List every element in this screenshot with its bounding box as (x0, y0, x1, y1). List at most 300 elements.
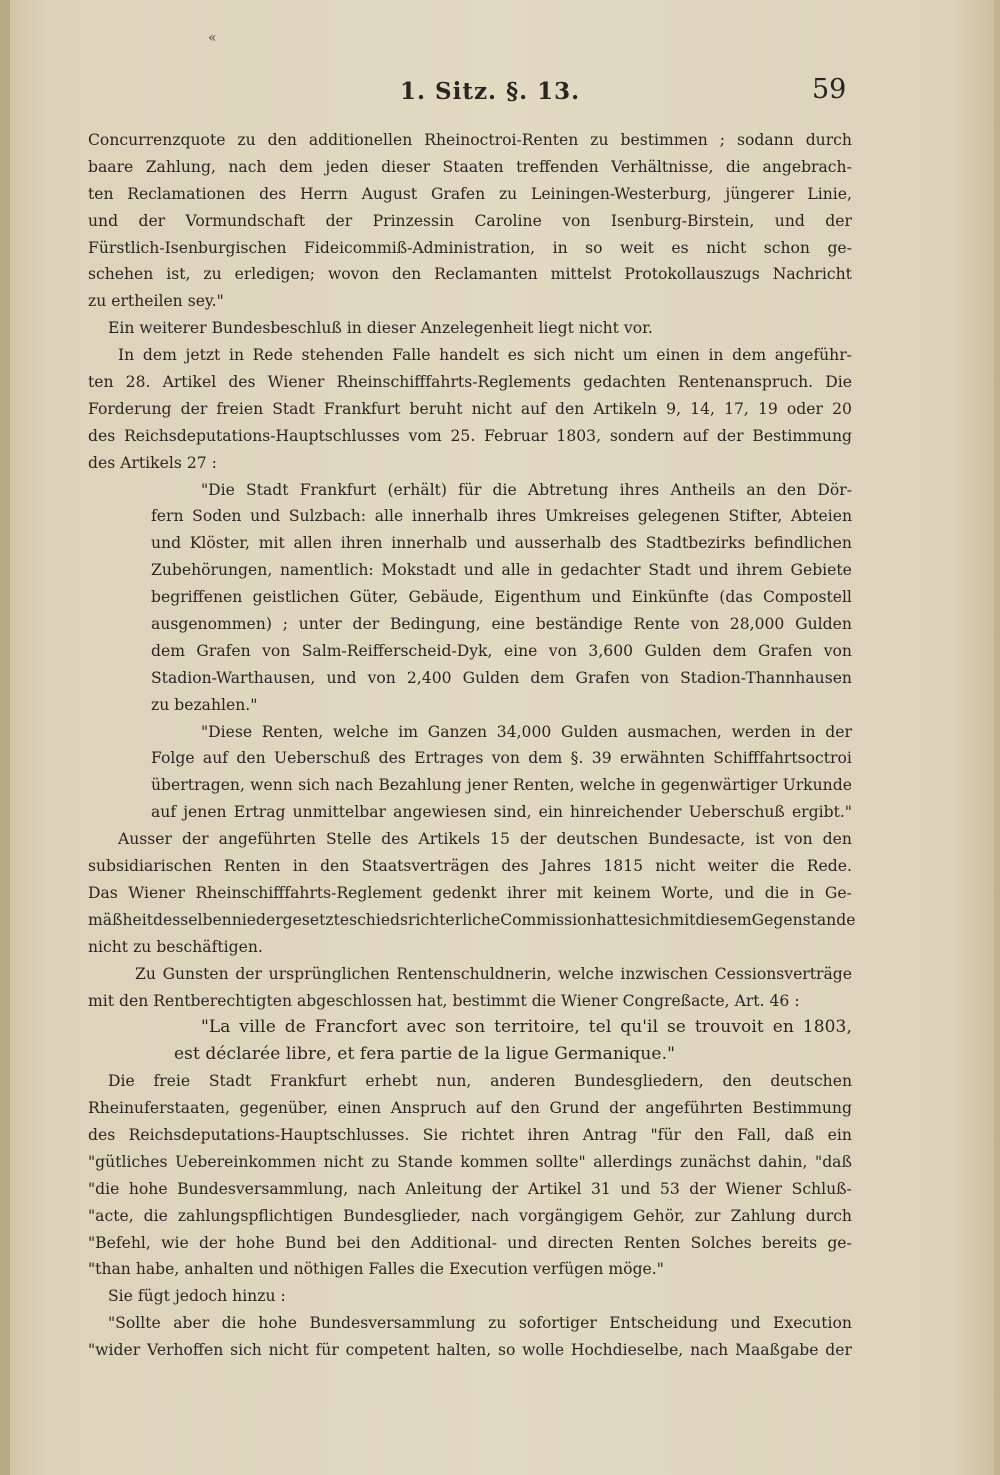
word: 25. (450, 426, 476, 445)
word: Renten, (513, 776, 575, 795)
word: Bestimmung (752, 426, 852, 445)
word: Fideicommiß-Administration, (304, 238, 536, 257)
page-outer-edge (994, 0, 1000, 1475)
word: und (250, 507, 281, 526)
word: dem (151, 641, 185, 660)
word: Ueberschuß (688, 803, 785, 822)
word: angeführten (645, 1099, 743, 1118)
word: welche (579, 776, 636, 795)
word: Solches (690, 1233, 752, 1252)
word: nach (335, 776, 374, 795)
word: Bundesgliedern, (574, 1072, 704, 1091)
word: eine (491, 615, 525, 634)
word: ergibt." (791, 803, 852, 822)
word: den (510, 1099, 540, 1118)
word: ihrem (736, 561, 783, 580)
word: auf (520, 399, 546, 418)
word: der (325, 211, 353, 230)
word: Stadt (648, 561, 691, 580)
word: Gulden (795, 615, 852, 634)
text-line (88, 1283, 852, 1310)
word: "gütliches (88, 1152, 168, 1171)
word: so (585, 238, 603, 257)
word: Artikel (527, 1179, 582, 1198)
word: nach (357, 1179, 396, 1198)
word: Frankfurt (299, 480, 377, 499)
word: und (698, 561, 729, 580)
word: angebrach- (762, 157, 852, 176)
word: mäßheit (88, 910, 154, 929)
word: der (198, 1233, 226, 1252)
word: nicht (706, 238, 747, 257)
text-line (88, 584, 852, 611)
word: alle (501, 561, 530, 580)
word: Isenburg-Birstein, (610, 211, 755, 230)
word: des (88, 1125, 116, 1144)
word: in (708, 346, 724, 365)
word: sind, (493, 803, 532, 822)
word: hinreichender (570, 803, 682, 822)
word: directen (547, 1233, 614, 1252)
word: 53 (659, 1179, 680, 1198)
word: von (823, 641, 852, 660)
word: sich (637, 910, 670, 929)
word: die (143, 1206, 168, 1225)
word: Wiener (725, 1179, 783, 1198)
word: jeden (325, 157, 369, 176)
word: und (507, 1233, 538, 1252)
word: Concurrenzquote (88, 131, 226, 149)
word: Die (825, 373, 852, 392)
word: Sie (422, 1125, 448, 1144)
word: Additional- (410, 1233, 498, 1252)
word: "die (88, 1179, 120, 1198)
word: der (180, 399, 208, 418)
word: Stadion-Thannhausen (680, 668, 852, 687)
word: fügt (137, 1287, 170, 1306)
word: Abtretung (527, 480, 609, 499)
word: schehen (88, 265, 154, 284)
word: den (267, 131, 297, 149)
word: welche (333, 722, 389, 741)
word: hat, (416, 991, 448, 1010)
word: erwähnten (619, 749, 705, 768)
word: jetzt (185, 346, 221, 365)
word: Gebäude, (408, 588, 484, 607)
word: fern (151, 507, 184, 526)
word: jüngerer (725, 184, 794, 203)
word: Ertrag (233, 803, 286, 822)
word: deutschen (770, 1072, 852, 1091)
word: von (548, 641, 578, 660)
word: stehenden (301, 346, 384, 365)
word: den (822, 830, 852, 849)
word: Reclamationen (127, 184, 246, 203)
word: des (228, 373, 256, 392)
word: des (381, 830, 409, 849)
printer-mark: « (208, 30, 217, 46)
word: und (774, 211, 805, 230)
text-line (88, 988, 852, 1015)
word: nicht (323, 1152, 364, 1171)
text-line (88, 1095, 852, 1122)
word: Stadt (272, 399, 315, 418)
word: den (371, 1233, 401, 1252)
word: Rente (633, 615, 680, 634)
word: erledigen; (234, 265, 315, 284)
word: Schluß- (791, 1179, 852, 1198)
word: Anzelegenheit (420, 319, 534, 338)
word: ausserhalb (514, 534, 602, 553)
word: hohe (128, 1179, 168, 1198)
word: nöthigen (293, 1260, 364, 1279)
word: sollte" (535, 1152, 586, 1171)
word: Bundesversammlung, (177, 1179, 349, 1198)
page-binding-edge (0, 0, 10, 1475)
word: der (825, 722, 852, 741)
word: Stadtbezirks (645, 534, 746, 553)
word: daß (784, 1125, 815, 1144)
word: zunächst (679, 1152, 751, 1171)
word: 39 (591, 749, 612, 768)
word: ; (282, 615, 288, 634)
word: alle (374, 507, 404, 526)
word: hohe (258, 1314, 297, 1333)
word: ihren (340, 534, 383, 553)
word: so (497, 1341, 516, 1360)
text-line (88, 745, 852, 772)
word: verfügen (532, 1260, 604, 1279)
word: der (138, 211, 166, 230)
word: Zahlung, (145, 157, 216, 176)
word: hohe (235, 1233, 275, 1252)
word: angeführ- (774, 346, 852, 365)
word: 19 (757, 399, 778, 418)
word: Art. (734, 991, 765, 1010)
word: Artikels (120, 453, 182, 472)
word: Anspruch (390, 1099, 467, 1118)
word: subsidiarischen (88, 857, 212, 876)
page-number: 59 (812, 74, 847, 105)
word: Urkunde (782, 776, 852, 795)
word: und (88, 211, 119, 230)
word: Stadion-Warthausen, (151, 668, 316, 687)
word: beschäftigen. (156, 937, 263, 956)
word: Antrag (582, 1125, 638, 1144)
word: Rentberechtigten (153, 991, 293, 1010)
word: "Diese (201, 722, 253, 741)
word: der (825, 211, 852, 230)
text-line (88, 1256, 852, 1283)
word: Commission (500, 910, 597, 929)
word: Protokollauszugs (624, 265, 760, 284)
word: weiterer (139, 319, 207, 338)
word: beruht (409, 399, 463, 418)
word: und (258, 1260, 289, 1279)
word: zu (151, 695, 170, 714)
word: Rheinschifffahrts-Reglement (195, 883, 422, 902)
word: die (764, 883, 789, 902)
text-line (88, 261, 852, 288)
word: wolle (522, 1341, 565, 1360)
word: : (280, 1287, 286, 1306)
word: der (519, 830, 547, 849)
word: zu (88, 292, 107, 311)
word: Execution (773, 1314, 852, 1333)
word: inzwischen (620, 964, 708, 983)
word: ge- (827, 1233, 852, 1252)
word: gedenkt (432, 883, 497, 902)
word: des (378, 749, 406, 768)
word: Ge- (824, 883, 852, 902)
word: Artikeln (593, 399, 658, 418)
word: ten (88, 184, 114, 203)
word: ertheilen (111, 292, 183, 311)
word: Maaßgabe (735, 1341, 819, 1360)
word: freien (216, 399, 264, 418)
word: ville (239, 1017, 276, 1038)
word: 20 (832, 399, 852, 418)
section-heading: 1. Sitz. §. 13. (400, 78, 581, 105)
word: in (640, 776, 656, 795)
word: erhebt (365, 1072, 418, 1091)
text-line (88, 530, 852, 557)
word: auf (151, 803, 177, 822)
word: habe, (135, 1260, 180, 1279)
text-line (88, 288, 852, 315)
word: auf (475, 1099, 501, 1118)
word: die (531, 991, 556, 1010)
word: allerdings (593, 1152, 673, 1171)
word: Forderung (88, 399, 172, 418)
word: Frankfurt (270, 1072, 347, 1091)
word: mit (669, 910, 696, 929)
word: Güter, (349, 588, 399, 607)
text-line (88, 1176, 852, 1203)
word: der (491, 1179, 519, 1198)
word: Bundesglieder, (343, 1206, 461, 1225)
word: aber (173, 1314, 210, 1333)
word: innerhalb (411, 507, 488, 526)
word: für (458, 480, 482, 499)
word: 34,000 (496, 722, 552, 741)
text-line (88, 503, 852, 530)
word: Rede (252, 346, 293, 365)
word: zu (498, 184, 518, 203)
text-line (88, 477, 852, 504)
word: Grafen (575, 668, 630, 687)
word: der (352, 615, 380, 634)
word: "Befehl, (88, 1233, 151, 1252)
word: sich (533, 346, 566, 365)
text-line (88, 235, 852, 262)
word: der (689, 1179, 716, 1198)
word: von (784, 830, 813, 849)
word: nicht (655, 857, 696, 876)
word: weit (620, 238, 654, 257)
word: Frankfurt (323, 399, 401, 418)
word: abgeschlossen (297, 991, 412, 1010)
word: liegt (538, 319, 574, 338)
text-line (88, 692, 852, 719)
word: Grafen (430, 184, 486, 203)
word: Einkünfte (631, 588, 709, 607)
word: Reichsdeputations-Hauptschlusses (124, 426, 400, 445)
text-line (88, 611, 852, 638)
word: §. (570, 749, 584, 768)
word: ligue (505, 1044, 549, 1065)
word: die (770, 857, 795, 876)
word: innerhalb (391, 534, 468, 553)
word: Gunsten (162, 964, 229, 983)
text-line (88, 1149, 852, 1176)
word: sich (298, 776, 330, 795)
word: Vormundschaft (185, 211, 306, 230)
word: bestimmt (452, 991, 527, 1010)
text-line (88, 396, 852, 423)
word: einen (337, 1099, 382, 1118)
word: ihres (619, 480, 660, 499)
word: dem (732, 346, 767, 365)
word: ursprünglichen (268, 964, 390, 983)
word: : (794, 991, 800, 1010)
word: dem (712, 641, 747, 660)
word: bereits (761, 1233, 818, 1252)
word: Gehör, (632, 1206, 685, 1225)
word: Gebiete (790, 561, 852, 580)
word: la (484, 1044, 501, 1065)
word: Gulden (561, 722, 618, 741)
word: 1803, (556, 426, 602, 445)
word: Francfort (314, 1017, 398, 1038)
word: Stadt (246, 480, 289, 499)
word: 17, (724, 399, 749, 418)
text-line (88, 342, 852, 369)
word: es (507, 346, 525, 365)
word: die (492, 480, 517, 499)
word: angewiesen (393, 803, 487, 822)
word: der (716, 426, 744, 445)
text-line (88, 1014, 852, 1041)
word: Ganzen (427, 722, 488, 741)
word: 2,400 (406, 668, 452, 687)
text-line (88, 907, 856, 934)
word: befindlichen (754, 534, 852, 553)
word: Bezahlung (378, 776, 462, 795)
word: Ertrages (414, 749, 484, 768)
word: Sie (108, 1287, 133, 1306)
text-line (88, 665, 852, 692)
word: Gulden (644, 641, 702, 660)
word: anhalten (184, 1260, 254, 1279)
word: nun, (436, 1072, 472, 1091)
word: "für (650, 1125, 681, 1144)
word: Eigenthum (494, 588, 581, 607)
word: Anleitung (405, 1179, 483, 1198)
word: 46 (769, 991, 790, 1010)
word: nicht (471, 399, 512, 418)
word: Nachricht (772, 265, 852, 284)
word: in (799, 883, 815, 902)
word: ein (827, 1125, 852, 1144)
word: Das (88, 883, 118, 902)
word: handelt (439, 346, 500, 365)
word: Ueberschuß (274, 749, 371, 768)
word: Fall, (737, 1125, 772, 1144)
word: des (609, 534, 638, 553)
text-line (88, 638, 852, 665)
word: competent (345, 1341, 430, 1360)
word: in (228, 346, 245, 365)
word: werden (731, 722, 791, 741)
word: zur (694, 1206, 721, 1225)
word: Jahres (540, 857, 592, 876)
word: Renten, (261, 722, 324, 741)
word: Stifter, (728, 507, 783, 526)
word: und (724, 883, 755, 902)
word: "acte, (88, 1206, 134, 1225)
word: Bestimmung (752, 1099, 852, 1118)
word: 28. (125, 373, 151, 392)
word: ihren (527, 1125, 570, 1144)
word: Falle (392, 346, 431, 365)
word: 27 (186, 453, 207, 472)
word: und (730, 1314, 761, 1333)
word: zu (237, 131, 256, 149)
word: und (151, 534, 182, 553)
word: Rentenschuldnerin, (396, 964, 552, 983)
word: diesem (695, 910, 752, 929)
word: 28,000 (729, 615, 785, 634)
word: von (367, 668, 396, 687)
word: Renten (224, 857, 281, 876)
word: "La (201, 1017, 231, 1038)
word: est (174, 1044, 200, 1065)
word: des (88, 426, 116, 445)
word: auf (682, 426, 709, 445)
word: Schifffahrtsoctroi (713, 749, 852, 768)
word: Bundesversammlung (309, 1314, 476, 1333)
word: Renten (623, 1233, 681, 1252)
word: territoire, (494, 1017, 580, 1038)
word: nicht (88, 937, 129, 956)
word: des (259, 184, 287, 203)
word: oder (786, 399, 823, 418)
word: "Die (201, 480, 235, 499)
text-line (88, 127, 852, 154)
word: sofortiger (518, 1314, 597, 1333)
word: von (262, 641, 291, 660)
word: einen (656, 346, 700, 365)
word: Bundesbeschluß (211, 319, 342, 338)
word: "wider (88, 1341, 141, 1360)
word: Artikel (162, 373, 217, 392)
word: Caroline (474, 211, 542, 230)
word: Gegenstande (751, 910, 856, 929)
word: Reclamanten (434, 265, 538, 284)
text-line (88, 369, 852, 396)
word: den (391, 265, 422, 284)
text-line (88, 154, 852, 181)
word: baare (88, 157, 134, 176)
word: 31 (591, 1179, 611, 1198)
word: hinzu (232, 1287, 276, 1306)
word: die (221, 1314, 246, 1333)
word: 1815 (603, 857, 644, 876)
word: Wiener (560, 991, 618, 1010)
word: freie (153, 1072, 191, 1091)
word: Germanique." (554, 1044, 676, 1065)
